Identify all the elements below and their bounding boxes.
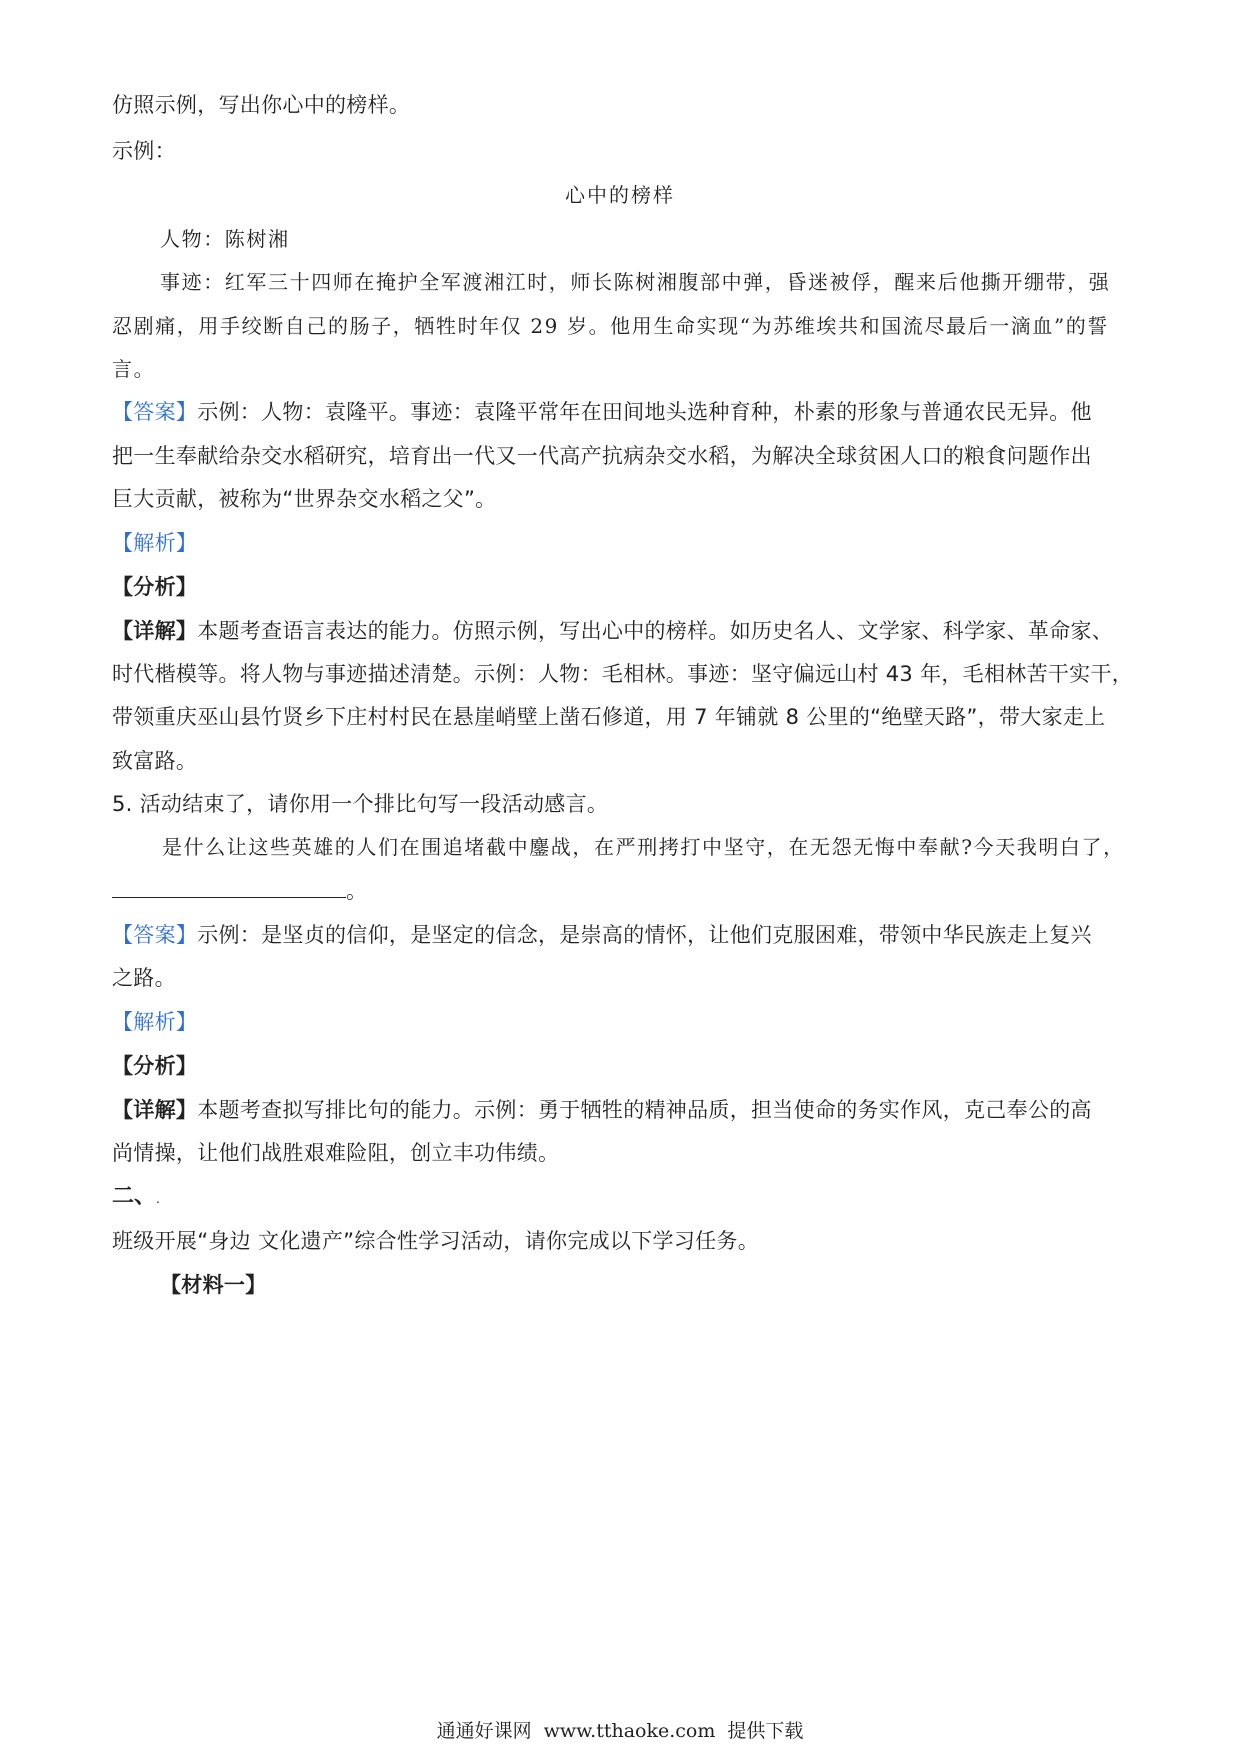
detail-paragraph-1-line-3: 带领重庆巫山县竹贤乡下庄村村民在悬崖峭壁上凿石修道，用 7 年铺就 8 公里的“绝壁天路”，带大家走上 [112, 705, 1106, 729]
answer-paragraph-1-line-1 [112, 397, 1092, 427]
example-title: 心中的榜样 [565, 183, 675, 207]
example-label: 示例： [112, 139, 176, 163]
fenxi-tag: 【分析】 [112, 575, 198, 599]
analysis-tag: 【解析】 [112, 1010, 198, 1034]
detail-paragraph-1-line-2: 时代楷模等。将人物与事迹描述清楚。示例：人物：毛相林。事迹：坚守偏远山村 43 年，毛相林苦干实干， [112, 662, 1134, 686]
answer-text: 示例：人物：袁隆平。事迹：袁隆平常年在田间地头选种育种，朴素的形象与普通农民无异。他 [197, 400, 1092, 424]
detail-paragraph-2-line-2: 尚情操，让他们战胜艰难险阻，创立丰功伟绩。 [112, 1141, 560, 1165]
example-deeds-line-3: 言。 [112, 357, 156, 381]
footer-suffix: 提供下载 [727, 1720, 804, 1742]
section-heading [112, 1182, 160, 1214]
section-number: 二、 [112, 1184, 157, 1209]
example-deeds-line-2: 忍剧痛，用手绞断自己的肠子，牺牲时年仅 29 岁。他用生命实现“为苏维埃共和国流尽最后一滴血”的誓 [112, 314, 1110, 338]
detail-tag: 【详解】 [112, 619, 198, 643]
blank-period: 。 [346, 879, 368, 903]
material-one-tag: 【材料一】 [160, 1273, 267, 1297]
answer-tag: 【答案】 [112, 923, 198, 947]
answer-blank-line [112, 876, 367, 906]
fenxi-tag: 【分析】 [112, 1054, 198, 1078]
answer-paragraph-1-line-2: 把一生奉献给杂交水稻研究，培育出一代又一代高产抗病杂交水稻，为解决全球贫困人口的粮食问题作出 [112, 444, 1092, 468]
answer-paragraph-2-line-2: 之路。 [112, 966, 176, 990]
answer-tag: 【答案】 [112, 400, 198, 424]
section-intro: 班级开展“身边 文化遗产”综合性学习活动，请你完成以下学习任务。 [112, 1229, 760, 1253]
example-person: 人物：陈树湘 [160, 227, 290, 251]
detail-tag: 【详解】 [112, 1098, 198, 1122]
fill-in-blank[interactable] [112, 879, 346, 898]
answer-paragraph-1-line-3: 巨大贡献，被称为“世界杂交水稻之父”。 [112, 487, 497, 511]
question-5: 5. 活动结束了，请你用一个排比句写一段活动感言。 [112, 792, 609, 816]
instruction-text: 仿照示例，写出你心中的榜样。 [112, 93, 411, 117]
analysis-tag: 【解析】 [112, 531, 198, 555]
section-dot: . [156, 1192, 160, 1206]
detail-paragraph-1-line-4: 致富路。 [112, 749, 198, 773]
example-deeds-line-1: 事迹：红军三十四师在掩护全军渡湘江时，师长陈树湘腹部中弹，昏迷被俘，醒来后他撕开绷带，强 [160, 270, 1111, 294]
detail-paragraph-2-line-1 [112, 1095, 1092, 1125]
page-footer [0, 1718, 1240, 1744]
detail-text: 本题考查拟写排比句的能力。示例：勇于牺牲的精神品质，担当使命的务实作风，克己奉公的高 [197, 1098, 1092, 1122]
question-5-prompt: 是什么让这些英雄的人们在围追堵截中鏖战，在严刑拷打中坚守，在无怨无悔中奉献?今天我明白了， [162, 835, 1125, 859]
footer-site-name: 通通好课网 [436, 1720, 532, 1742]
answer-paragraph-2-line-1 [112, 920, 1092, 950]
detail-text: 本题考查语言表达的能力。仿照示例，写出心中的榜样。如历史名人、文学家、科学家、革命家、 [197, 619, 1114, 643]
detail-paragraph-1-line-1 [112, 616, 1113, 646]
answer-text: 示例：是坚贞的信仰，是坚定的信念，是崇高的情怀，让他们克服困难，带领中华民族走上复兴 [197, 923, 1092, 947]
footer-url[interactable]: www.tthaoke.com [543, 1720, 716, 1742]
